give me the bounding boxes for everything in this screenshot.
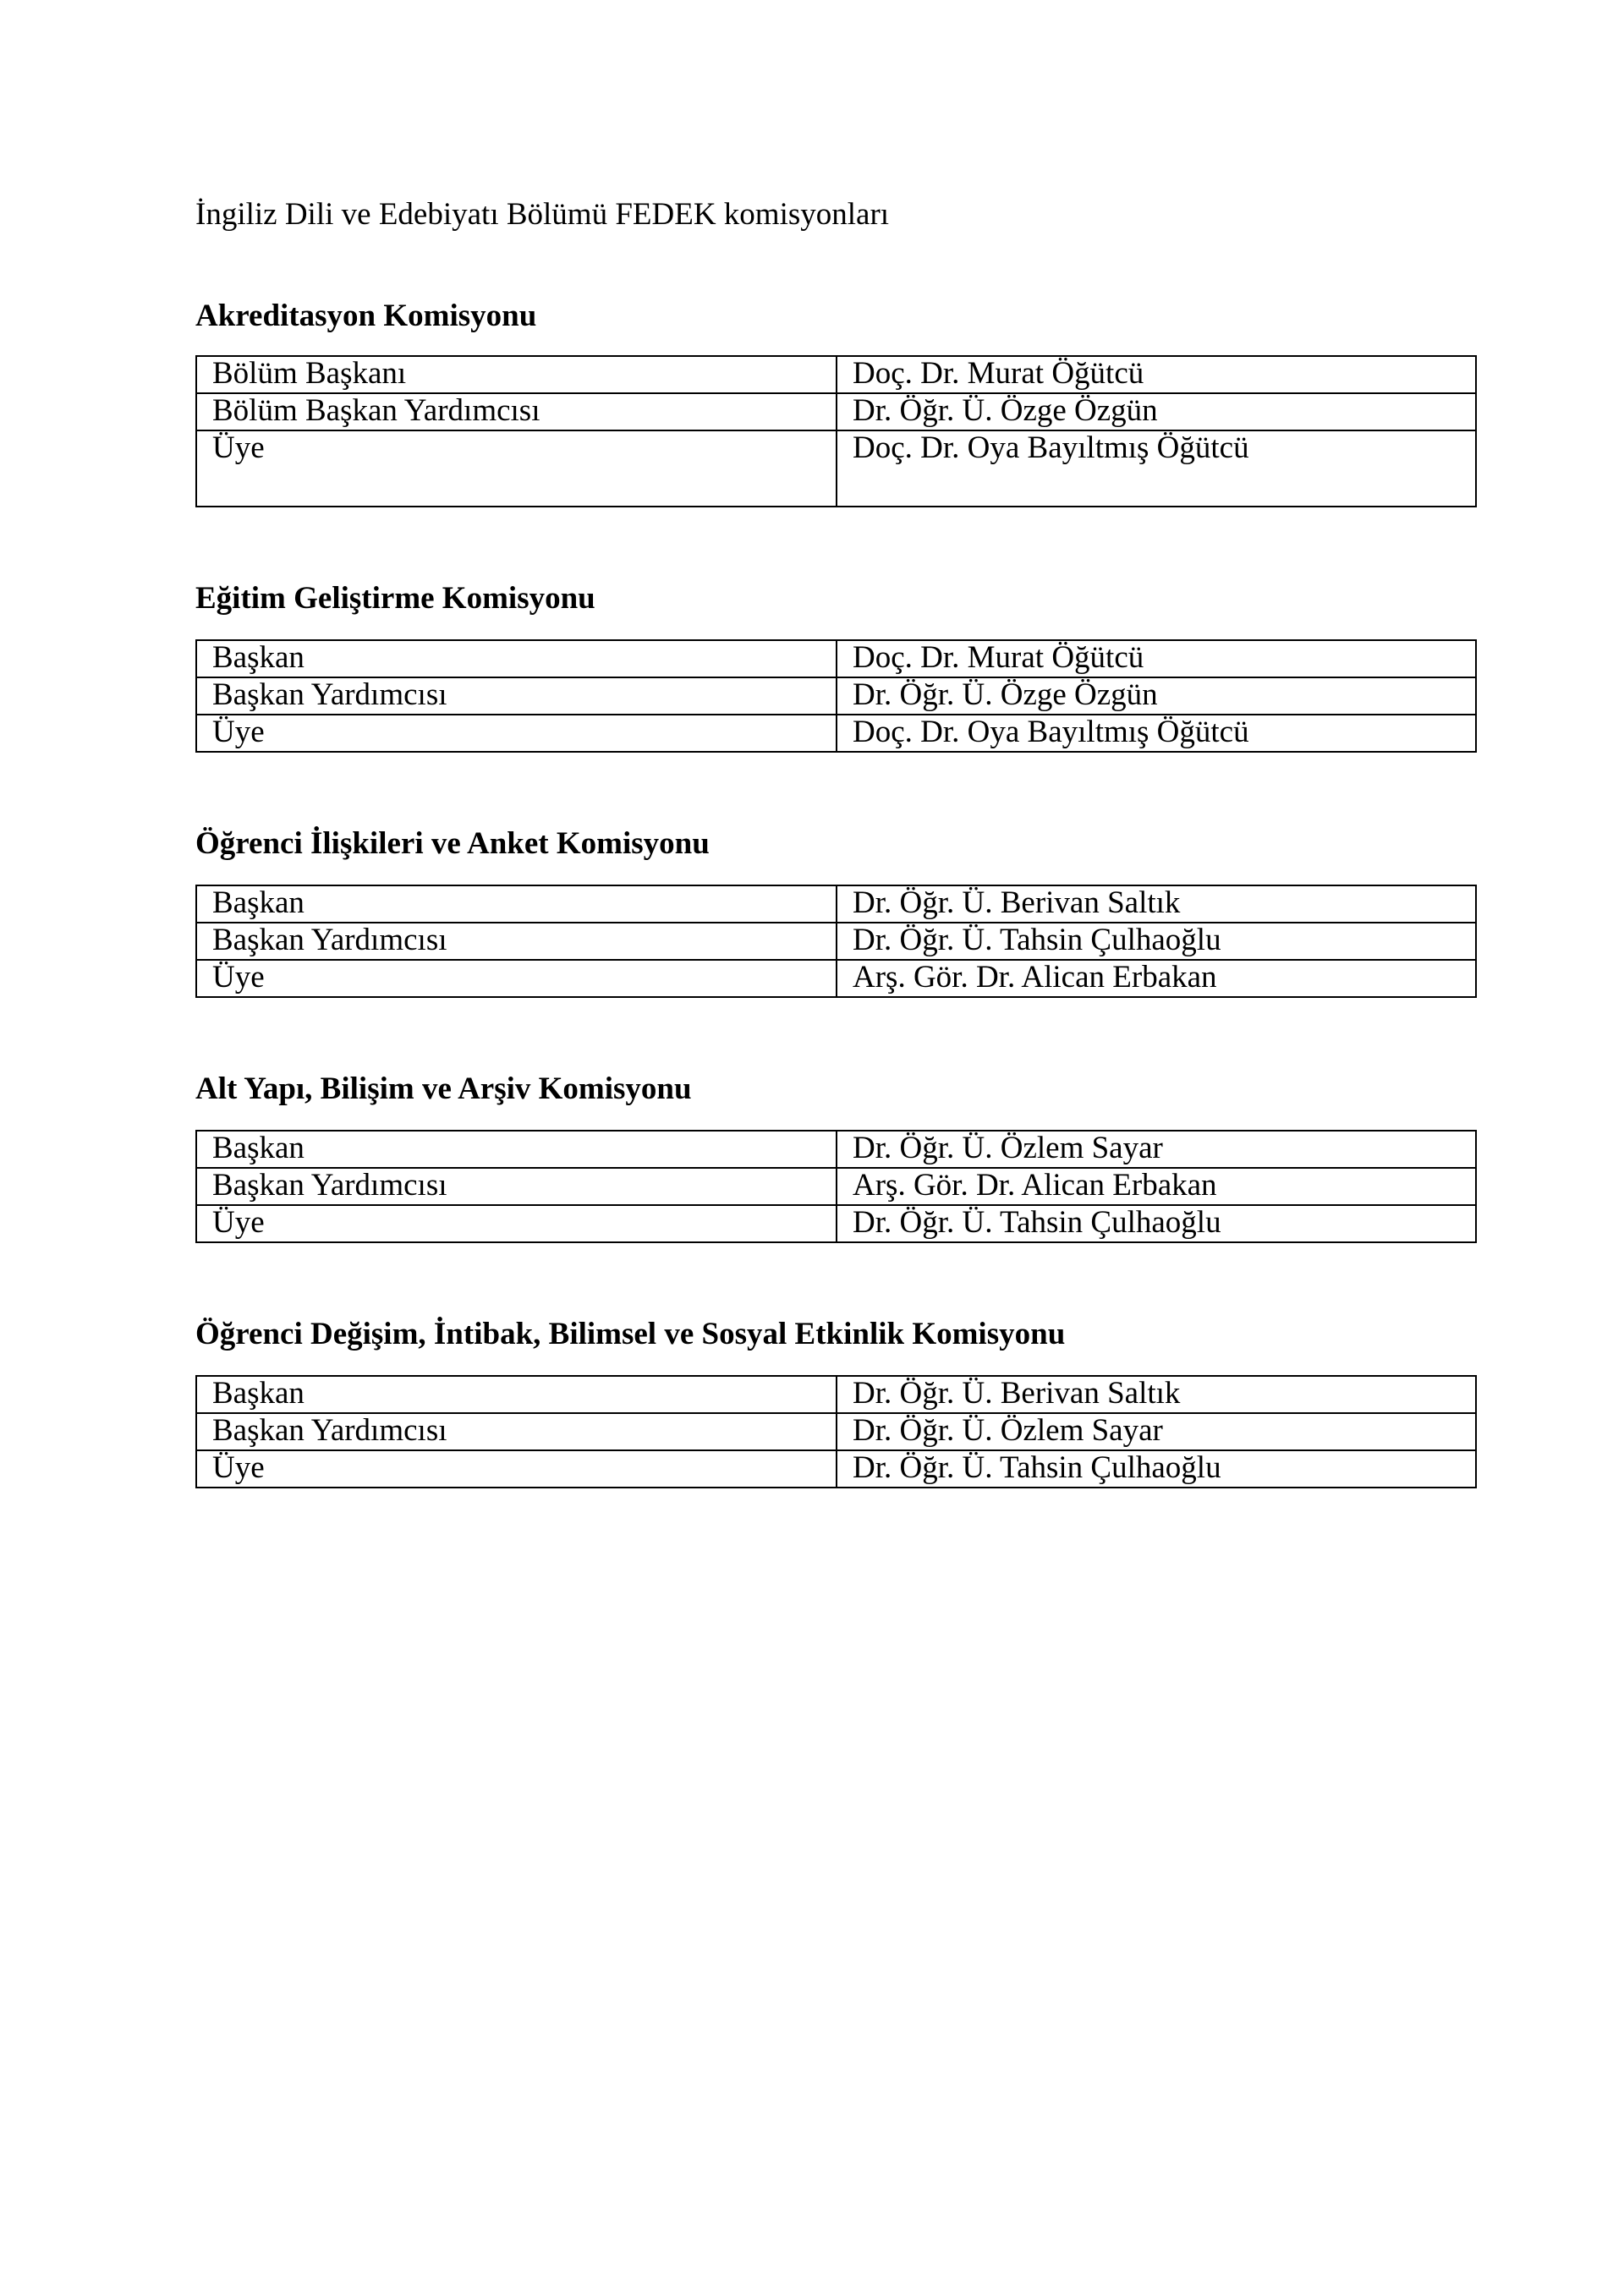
committee-heading: Öğrenci İlişkileri ve Anket Komisyonu bbox=[195, 826, 710, 861]
table-row bbox=[196, 1131, 1476, 1168]
member-name-cell: Dr. Öğr. Ü. Tahsin Çulhaoğlu bbox=[837, 1205, 1476, 1242]
member-name-cell: Doç. Dr. Murat Öğütcü bbox=[837, 356, 1476, 393]
table-row bbox=[196, 393, 1476, 430]
role-cell: Başkan Yardımcısı bbox=[196, 677, 837, 715]
committee-table bbox=[195, 639, 1477, 753]
role-cell: Üye bbox=[196, 1205, 837, 1242]
committee-heading: Akreditasyon Komisyonu bbox=[195, 299, 537, 333]
member-name-cell: Doç. Dr. Murat Öğütcü bbox=[837, 640, 1476, 677]
role-cell: Bölüm Başkanı bbox=[196, 356, 837, 393]
role-cell: Üye bbox=[196, 1450, 837, 1488]
committee-table bbox=[195, 355, 1477, 507]
document-title: İngiliz Dili ve Edebiyatı Bölümü FEDEK komisyonları bbox=[195, 197, 890, 232]
table-row bbox=[196, 1413, 1476, 1450]
member-name-cell: Arş. Gör. Dr. Alican Erbakan bbox=[837, 1168, 1476, 1205]
member-name-cell: Dr. Öğr. Ü. Tahsin Çulhaoğlu bbox=[837, 923, 1476, 960]
member-name-cell: Doç. Dr. Oya Bayıltmış Öğütcü bbox=[837, 430, 1476, 507]
table-row bbox=[196, 677, 1476, 715]
member-name-cell: Dr. Öğr. Ü. Berivan Saltık bbox=[837, 1376, 1476, 1413]
table-row bbox=[196, 1205, 1476, 1242]
table-row bbox=[196, 960, 1476, 997]
role-cell: Üye bbox=[196, 960, 837, 997]
committee-heading: Alt Yapı, Bilişim ve Arşiv Komisyonu bbox=[195, 1071, 692, 1106]
member-name-cell: Dr. Öğr. Ü. Berivan Saltık bbox=[837, 885, 1476, 923]
committee-section-alt-yapi bbox=[195, 1071, 1443, 1240]
table-row bbox=[196, 640, 1476, 677]
role-cell: Başkan bbox=[196, 1131, 837, 1168]
table-row bbox=[196, 356, 1476, 393]
table-row bbox=[196, 430, 1476, 507]
role-cell: Başkan bbox=[196, 1376, 837, 1413]
committee-section-ogrenci-iliskileri bbox=[195, 825, 1443, 995]
table-row bbox=[196, 885, 1476, 923]
role-cell: Bölüm Başkan Yardımcısı bbox=[196, 393, 837, 430]
member-name-cell: Dr. Öğr. Ü. Özge Özgün bbox=[837, 677, 1476, 715]
committee-table bbox=[195, 885, 1477, 998]
table-row bbox=[196, 1168, 1476, 1205]
role-cell: Başkan Yardımcısı bbox=[196, 1168, 837, 1205]
role-cell: Başkan bbox=[196, 640, 837, 677]
role-cell: Üye bbox=[196, 430, 837, 507]
committee-heading: Eğitim Geliştirme Komisyonu bbox=[195, 581, 595, 616]
committee-table bbox=[195, 1130, 1477, 1243]
committee-table bbox=[195, 1375, 1477, 1488]
member-name-cell: Dr. Öğr. Ü. Tahsin Çulhaoğlu bbox=[837, 1450, 1476, 1488]
table-row bbox=[196, 923, 1476, 960]
role-cell: Başkan Yardımcısı bbox=[196, 923, 837, 960]
table-row bbox=[196, 1376, 1476, 1413]
member-name-cell: Dr. Öğr. Ü. Özlem Sayar bbox=[837, 1131, 1476, 1168]
committee-heading: Öğrenci Değişim, İntibak, Bilimsel ve Sosyal Etkinlik Komisyonu bbox=[195, 1317, 1066, 1351]
member-name-cell: Doç. Dr. Oya Bayıltmış Öğütcü bbox=[837, 715, 1476, 752]
table-row bbox=[196, 1450, 1476, 1488]
role-cell: Üye bbox=[196, 715, 837, 752]
committee-section-egitim-gelistirme bbox=[195, 580, 1443, 749]
role-cell: Başkan bbox=[196, 885, 837, 923]
role-cell: Başkan Yardımcısı bbox=[196, 1413, 837, 1450]
member-name-cell: Arş. Gör. Dr. Alican Erbakan bbox=[837, 960, 1476, 997]
committee-section-ogrenci-degisim bbox=[195, 1316, 1443, 1485]
table-row bbox=[196, 715, 1476, 752]
committee-section-akreditasyon bbox=[195, 298, 1443, 465]
member-name-cell: Dr. Öğr. Ü. Özlem Sayar bbox=[837, 1413, 1476, 1450]
member-name-cell: Dr. Öğr. Ü. Özge Özgün bbox=[837, 393, 1476, 430]
